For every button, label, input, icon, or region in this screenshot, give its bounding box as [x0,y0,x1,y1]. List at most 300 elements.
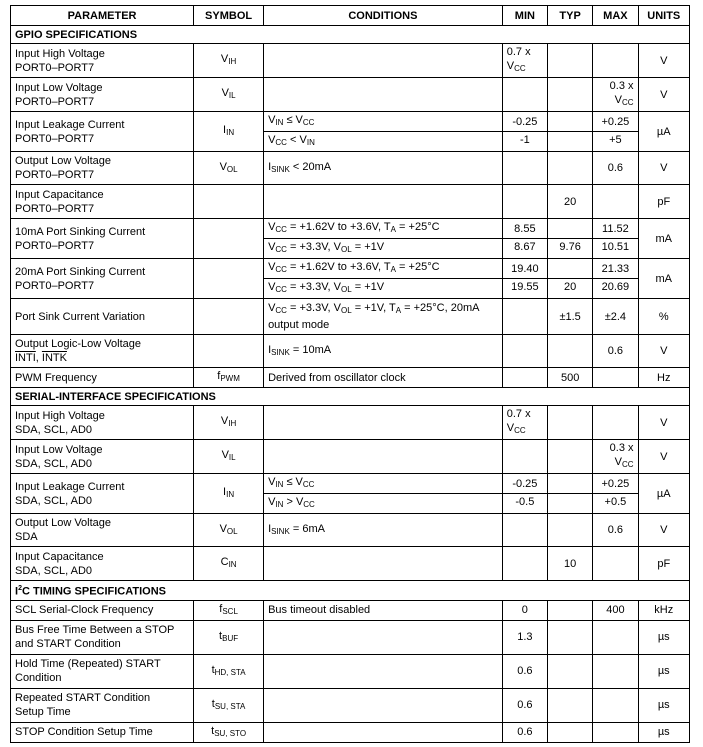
cond-text: = +25°C [396,261,440,273]
symbol: I [223,124,227,136]
max-cell [593,406,638,440]
unit-cell: V [638,335,689,368]
symbol-cell [194,547,264,581]
symbol-sub: OL [226,526,238,536]
cond-op: > V [283,496,304,508]
symbol-cell [194,514,264,547]
unit-cell: Hz [638,368,689,388]
i2c-prefix: I [15,585,19,598]
max-cell [593,547,638,581]
max-text: +0.25 [601,478,630,490]
cond-line [264,474,502,493]
max-cell: 400 [593,600,638,620]
i2c-sup: 2 [18,585,22,592]
max-text: +0.25 [601,116,630,128]
symbol-cell [194,335,264,368]
symbol-sub: PWM [220,374,240,383]
max-cell [593,620,638,654]
max-text: 11.52 [602,223,629,235]
min-text [507,421,543,438]
cond-v: V [268,114,276,126]
cond-text: = +3.3V, V [290,302,342,314]
param-text: Bus Free Time Between a STOP [15,624,175,637]
typ-cell [548,44,593,78]
symbol: V [220,53,229,65]
param-text: Setup Time [15,706,71,719]
min-text: 0.7 x [506,46,531,58]
min-text: -0.25 [512,116,538,128]
param-text: Output Low Voltage [15,155,112,167]
unit-cell: V [638,44,689,78]
table-row [11,219,690,259]
cond-v: I [268,522,272,535]
param-cell [11,152,194,185]
cond-cell [264,112,503,152]
header-max: MAX [593,6,638,26]
symbol-cell [194,44,264,78]
cond-sub: CC [302,480,315,489]
param-text: SDA, SCL, AD0 [15,423,93,436]
cond-cell [264,259,503,299]
cond-sub: IN [275,480,284,489]
max-cell [593,219,638,259]
typ-empty [548,221,592,238]
max-cell [593,185,638,219]
param-text: Input Leakage Current [15,480,125,493]
symbol-sub: IH [228,57,237,66]
cond-cell [264,547,503,581]
typ-cell [548,112,593,152]
param-text: PORT0–PORT7 [15,202,95,215]
vcc-sub: CC [514,426,526,435]
min-cell [502,440,547,474]
max-cell: 0.6 [593,152,638,185]
param-cell [11,335,194,368]
cond-v: V [268,221,276,233]
cond-cell [264,406,503,440]
cond-cell [264,722,503,742]
typ-cell [548,474,593,514]
param-text: Output Low Voltage [15,517,112,529]
cond-line [264,493,502,513]
param-cell [11,112,194,152]
vcc-sub: CC [621,460,634,469]
min-cell [502,219,547,259]
section-gpio: GPIO SPECIFICATIONS [11,26,690,44]
min-cell: 0.6 [502,688,547,722]
param-cell [11,474,194,514]
min-cell [502,152,547,185]
symbol: t [211,697,215,710]
table-row [11,78,690,112]
cond-sub: CC [275,225,287,234]
min-cell: 0.6 [502,654,547,688]
param-cell: PWM Frequency [11,368,194,388]
cond-sub: IN [306,138,315,147]
max-text: 21.33 [601,263,630,275]
typ-text: 9.76 [548,238,592,256]
section-row [11,388,690,406]
cond-text: = +3.3V, V [290,281,342,293]
header-symbol: SYMBOL [194,6,264,26]
symbol: t [219,629,223,642]
param-text: PORT0–PORT7 [15,61,95,74]
max-cell [593,78,638,112]
section-serial: SERIAL-INTERFACE SPECIFICATIONS [11,388,690,406]
unit-cell: V [638,440,689,474]
unit-cell: µA [638,112,689,152]
typ-cell [548,440,593,474]
symbol-cell [194,722,264,742]
min-cell [502,474,547,514]
typ-cell: 20 [548,185,593,219]
min-cell [502,547,547,581]
symbol-cell [194,78,264,112]
unit-cell: µs [638,620,689,654]
unit-cell: µs [638,688,689,722]
cond-v: V [268,496,276,508]
param-text: PORT0–PORT7 [15,95,95,108]
min-text: 8.55 [514,223,536,235]
max-cell [593,688,638,722]
typ-cell [548,654,593,688]
typ-cell [548,600,593,620]
symbol-sub: IN [228,560,237,569]
cond-text: = +3.3V, V [290,241,342,253]
min-cell [502,112,547,152]
param-text: Input Capacitance [15,550,104,563]
unit-cell: µA [638,474,689,514]
param-cell [11,44,194,78]
cond-sub: A [390,225,396,234]
symbol-cell [194,185,264,219]
unit-cell: V [638,514,689,547]
typ-empty [548,476,592,493]
max-cell [593,259,638,299]
typ-cell [548,335,593,368]
max-text: 0.3 x [609,442,634,454]
max-cell [593,44,638,78]
max-cell [593,654,638,688]
vcc-v: V [614,94,622,106]
table-row [11,299,690,335]
cond-cell: Bus timeout disabled [264,600,503,620]
section-i2c [11,581,690,601]
typ-cell: 500 [548,368,593,388]
min-cell: 0.6 [502,722,547,742]
param-text: 10mA Port Sinking Current [15,225,146,238]
cond-op: < V [286,134,307,146]
min-cell [502,44,547,78]
symbol-cell [194,152,264,185]
param-text: PORT0–PORT7 [15,132,95,145]
vcc-v: V [614,456,622,468]
signal-intk: INTK [41,352,67,364]
symbol-sub: IN [226,490,235,499]
header-min: MIN [502,6,547,26]
cond-sub: CC [275,245,287,254]
symbol-cell [194,368,264,388]
max-cell [593,474,638,514]
symbol: V [219,522,227,535]
table-row [11,600,690,620]
symbol-cell [194,688,264,722]
cond-cell [264,299,503,335]
symbol-sub: OL [226,164,238,174]
cond-line [264,238,502,258]
max-cell [593,722,638,742]
param-text: PORT0–PORT7 [15,279,95,292]
vcc-sub: CC [621,98,634,107]
header-parameter: PARAMETER [11,6,194,26]
cond-op: ≤ V [283,114,303,126]
param-text: Input Capacitance [15,188,104,201]
max-text: 10.51 [593,238,637,256]
symbol-cell [194,406,264,440]
symbol-cell [194,219,264,259]
symbol: V [219,160,227,173]
cond-cell: Derived from oscillator clock [264,368,503,388]
unit-cell: pF [638,185,689,219]
param-cell [11,219,194,259]
param-text: Condition [15,672,62,685]
symbol-cell [194,654,264,688]
cond-text: = +1.62V to +3.6V, T [290,221,391,233]
symbol: V [221,449,229,461]
symbol: f [219,602,223,615]
param-text: Output Logic-Low Voltage [15,338,141,350]
max-text: 0.3 x [609,80,634,92]
i2c-rest: C TIMING SPECIFICATIONS [21,585,166,598]
param-text: SDA, SCL, AD0 [15,494,93,507]
cond-sub: OL [341,306,352,315]
symbol-sub: SCL [222,606,238,616]
max-cell: 0.6 [593,514,638,547]
param-text: Input High Voltage [15,47,105,60]
symbol: V [220,415,229,427]
min-text [507,59,543,76]
cond-cell [264,78,503,112]
cond-v: V [268,281,276,293]
cond-text: = +1.62V to +3.6V, T [290,261,391,273]
table-row [11,688,690,722]
symbol-sub: IH [228,419,237,428]
cond-sub: CC [275,285,287,294]
min-cell [502,259,547,299]
cond-sub: IN [275,500,284,509]
table-row [11,185,690,219]
min-text: 19.55 [503,278,547,296]
cond-line [264,131,502,151]
max-text: +5 [593,131,637,149]
symbol-cell [194,474,264,514]
param-text: PORT0–PORT7 [15,169,95,181]
symbol-sub: SU, STA [214,701,246,711]
param-text: Input Leakage Current [15,118,125,131]
cond-cell [264,514,503,547]
max-cell [593,440,638,474]
vcc-sub: CC [514,64,526,73]
cond-text: = +1V [351,281,385,293]
param-text: SDA [15,531,38,543]
min-cell [502,368,547,388]
section-row [11,26,690,44]
unit-cell: mA [638,219,689,259]
symbol-cell [194,620,264,654]
param-text: SDA, SCL, AD0 [15,457,93,470]
unit-cell: V [638,406,689,440]
min-cell [502,185,547,219]
cond-cell [264,185,503,219]
header-typ: TYP [548,6,593,26]
typ-cell [548,406,593,440]
symbol-sub: BUF [222,633,239,643]
symbol-sub: SU, STO [214,728,247,738]
param-cell [11,620,194,654]
min-text: 0.7 x [506,408,531,420]
cond-text: output mode [268,319,330,331]
min-cell [502,335,547,368]
typ-empty [548,493,592,511]
cond-op: < 20mA [289,160,332,173]
param-cell [11,440,194,474]
symbol-cell [194,299,264,335]
cond-line [264,259,502,278]
vcc-v: V [506,60,515,72]
max-text [597,455,633,472]
typ-cell [548,219,593,259]
min-text: -0.25 [512,478,538,490]
min-cell [502,299,547,335]
header-conditions: CONDITIONS [264,6,503,26]
spec-table [10,5,690,743]
param-text: 20mA Port Sinking Current [15,265,146,278]
typ-cell [548,722,593,742]
unit-cell: µs [638,722,689,742]
cond-sub: CC [275,306,287,315]
min-cell [502,78,547,112]
cond-v: V [268,476,276,488]
max-text [597,93,633,110]
symbol: V [221,87,229,99]
header-row [11,6,690,26]
signal-inti: INTI [15,352,36,364]
param-text: Input Low Voltage [15,81,103,94]
cond-sub: A [395,306,402,315]
cond-cell [264,152,503,185]
param-text: Hold Time (Repeated) START [15,658,161,671]
typ-text: 20 [548,278,592,296]
cond-text: = +1V [351,241,385,253]
param-cell [11,259,194,299]
typ-cell [548,78,593,112]
cond-sub: SINK [271,347,290,357]
typ-cell [548,152,593,185]
symbol-cell [194,259,264,299]
cond-text: = +25°C, 20mA [401,302,480,314]
typ-cell: 10 [548,547,593,581]
section-row [11,581,690,601]
symbol: f [217,370,221,382]
symbol: I [223,486,227,498]
cond-text: = 6mA [289,522,325,535]
vcc-v: V [506,422,515,434]
unit-cell: V [638,152,689,185]
table-row [11,259,690,299]
cond-line [264,219,502,238]
min-cell: 0 [502,600,547,620]
cond-v: I [268,160,272,173]
symbol-cell [194,112,264,152]
unit-cell: pF [638,547,689,581]
cond-cell [264,620,503,654]
max-cell: 0.6 [593,335,638,368]
cond-sub: CC [275,265,287,274]
typ-cell [548,259,593,299]
cond-v: V [268,302,276,314]
cond-cell [264,688,503,722]
unit-cell: % [638,299,689,335]
unit-cell: kHz [638,600,689,620]
cond-cell [264,440,503,474]
symbol: t [211,724,215,737]
min-cell [502,514,547,547]
param-cell [11,406,194,440]
typ-cell: ±1.5 [548,299,593,335]
table-row [11,514,690,547]
symbol-sub: HD, STA [214,667,246,677]
cond-cell [264,654,503,688]
min-text: -1 [503,131,547,149]
max-cell [593,112,638,152]
param-text: PORT0–PORT7 [15,239,95,252]
min-text: 8.67 [503,238,547,256]
cond-v: V [268,261,276,273]
min-cell [502,406,547,440]
param-text: Input Low Voltage [15,443,103,456]
cond-v: V [268,134,276,146]
min-cell: 1.3 [502,620,547,654]
cond-op: ≤ V [283,476,303,488]
cond-sub: CC [275,138,287,147]
table-row [11,474,690,514]
typ-cell [548,620,593,654]
table-row [11,654,690,688]
cond-text: = 10mA [289,343,332,356]
unit-cell: mA [638,259,689,299]
cond-v: I [268,343,272,356]
table-row [11,406,690,440]
cond-sub: OL [341,285,352,294]
symbol-sub: IL [228,91,236,100]
typ-cell [548,514,593,547]
symbol-sub: IN [226,128,235,137]
typ-empty [548,261,592,278]
symbol: C [220,556,229,568]
param-cell: STOP Condition Setup Time [11,722,194,742]
typ-empty [548,114,592,131]
table-row [11,368,690,388]
cond-cell [264,44,503,78]
cond-text: = +1V, T [351,302,396,314]
min-text: -0.5 [503,493,547,511]
param-cell [11,654,194,688]
cond-sub: CC [303,500,315,509]
param-text: Input High Voltage [15,409,105,422]
header-units: UNITS [638,6,689,26]
param-text: SDA, SCL, AD0 [15,564,93,577]
unit-cell: µs [638,654,689,688]
